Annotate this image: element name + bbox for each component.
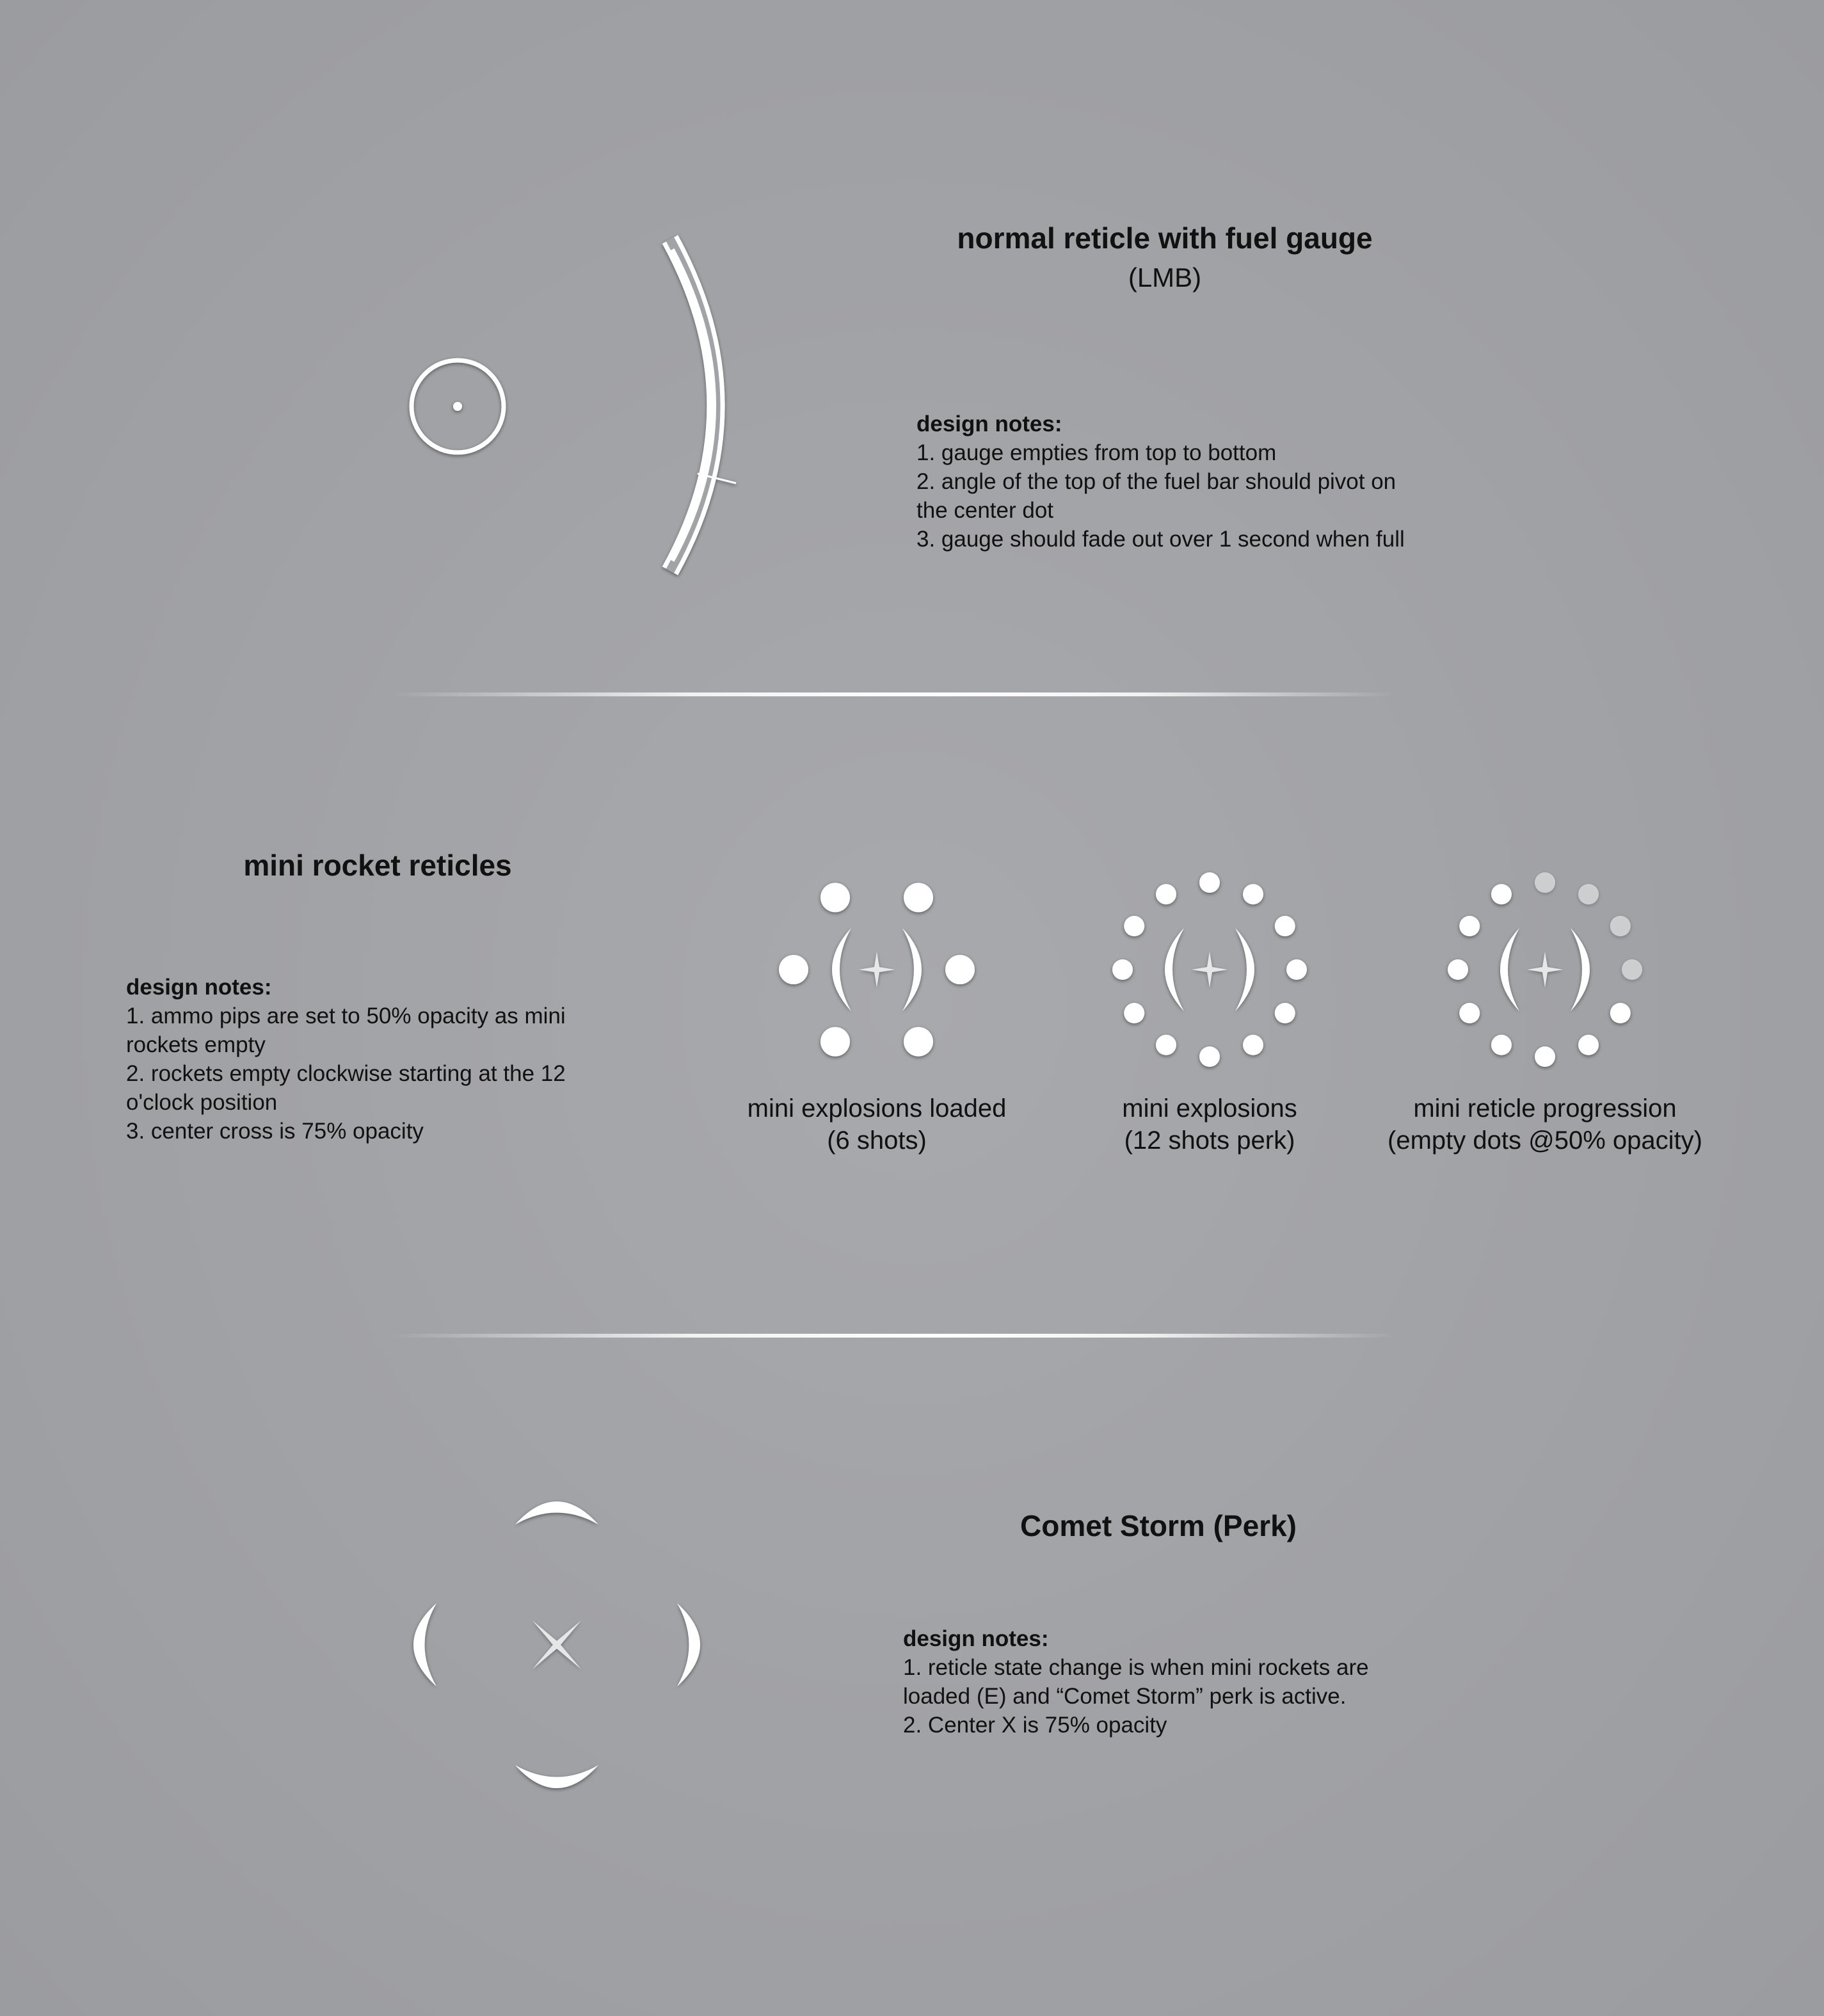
ammo-pip bbox=[820, 883, 850, 912]
ammo-pip bbox=[820, 1027, 850, 1057]
left-bracket-icon bbox=[832, 928, 851, 1011]
fuel-gauge-arc-icon bbox=[659, 230, 762, 582]
notes-heading: design notes: bbox=[916, 412, 1062, 436]
notes-line: loaded (E) and “Comet Storm” perk is active. bbox=[903, 1684, 1347, 1709]
ammo-pip bbox=[1275, 1003, 1295, 1023]
notes-line: rockets empty bbox=[126, 1032, 266, 1057]
ammo-pip-empty bbox=[1622, 959, 1642, 980]
notes-line: 2. Center X is 75% opacity bbox=[903, 1713, 1167, 1738]
ammo-pip bbox=[1459, 1003, 1480, 1023]
ammo-pip bbox=[1275, 916, 1295, 936]
notes-heading: design notes: bbox=[903, 1626, 1049, 1651]
section-divider bbox=[390, 692, 1395, 696]
notes-line: 2. angle of the top of the fuel bar should pivot on bbox=[916, 469, 1396, 494]
ammo-pip bbox=[1243, 884, 1263, 904]
caption-line: (6 shots) bbox=[827, 1126, 927, 1155]
notes-line: 3. center cross is 75% opacity bbox=[126, 1119, 424, 1144]
ammo-pip bbox=[1156, 1035, 1176, 1055]
ammo-pip bbox=[945, 955, 975, 984]
left-bracket-icon bbox=[1500, 928, 1519, 1011]
ammo-pip bbox=[779, 955, 808, 984]
caption-line: (12 shots perk) bbox=[1124, 1126, 1295, 1155]
design-notes bbox=[916, 410, 1556, 554]
section-title: Comet Storm (Perk) bbox=[1020, 1509, 1297, 1542]
bottom-arc-icon bbox=[515, 1765, 598, 1788]
right-bracket-icon bbox=[1571, 928, 1590, 1011]
normal-reticle bbox=[403, 352, 512, 461]
ammo-pip-empty bbox=[1610, 916, 1631, 936]
ammo-pip bbox=[1578, 1035, 1599, 1055]
caption-line: mini explosions loaded bbox=[747, 1094, 1007, 1123]
ammo-pip bbox=[1156, 884, 1176, 904]
left-bracket-icon bbox=[1165, 928, 1184, 1011]
four-point-star-icon bbox=[1527, 952, 1563, 988]
mini-rocket-reticle-6 bbox=[774, 877, 979, 1069]
ammo-pip bbox=[1199, 872, 1220, 893]
ammo-pip bbox=[1286, 959, 1307, 980]
right-bracket-icon bbox=[1235, 928, 1254, 1011]
ammo-pip bbox=[1199, 1046, 1220, 1067]
design-notes bbox=[126, 973, 766, 1146]
section-title: mini rocket reticles bbox=[243, 849, 512, 882]
section-subtitle: (LMB) bbox=[1128, 262, 1202, 292]
comet-storm-reticle bbox=[397, 1485, 717, 1805]
ammo-pip bbox=[1112, 959, 1133, 980]
ammo-pip bbox=[904, 883, 933, 912]
reticle-caption bbox=[1366, 1092, 1724, 1156]
reticle-caption bbox=[710, 1092, 1043, 1156]
ammo-pip bbox=[1491, 884, 1512, 904]
caption-line: mini reticle progression bbox=[1413, 1094, 1677, 1123]
ammo-pip bbox=[1535, 1046, 1555, 1067]
ammo-pip bbox=[1491, 1035, 1512, 1055]
reticle-center-dot bbox=[453, 402, 462, 411]
ammo-pip-empty bbox=[1578, 884, 1599, 904]
ammo-pip bbox=[1610, 1003, 1631, 1023]
ammo-pip bbox=[904, 1027, 933, 1057]
section-divider bbox=[390, 1334, 1395, 1338]
notes-line: 1. reticle state change is when mini rockets are bbox=[903, 1655, 1369, 1680]
notes-heading: design notes: bbox=[126, 975, 272, 1000]
notes-line: 1. gauge empties from top to bottom bbox=[916, 440, 1277, 465]
notes-line: o'clock position bbox=[126, 1090, 278, 1115]
mini-rocket-reticle-12 bbox=[1107, 877, 1312, 1069]
left-arc-icon bbox=[413, 1603, 436, 1686]
four-point-star-icon bbox=[1192, 952, 1228, 988]
ammo-pip bbox=[1448, 959, 1468, 980]
design-notes bbox=[903, 1624, 1543, 1740]
notes-line: 2. rockets empty clockwise starting at the 12 bbox=[126, 1061, 566, 1086]
mini-rocket-reticle-progression bbox=[1443, 877, 1647, 1069]
right-bracket-icon bbox=[902, 928, 922, 1011]
ammo-pip-empty bbox=[1535, 872, 1555, 893]
caption-line: mini explosions bbox=[1122, 1094, 1297, 1123]
x-cross-icon bbox=[532, 1620, 581, 1669]
section-title: normal reticle with fuel gauge bbox=[957, 221, 1373, 255]
ammo-pip bbox=[1124, 916, 1144, 936]
notes-line: the center dot bbox=[916, 498, 1054, 523]
caption-line: (empty dots @50% opacity) bbox=[1388, 1126, 1702, 1155]
ammo-pip bbox=[1243, 1035, 1263, 1055]
ammo-pip bbox=[1124, 1003, 1144, 1023]
right-arc-icon bbox=[677, 1603, 700, 1686]
notes-line: 1. ammo pips are set to 50% opacity as mini bbox=[126, 1004, 566, 1028]
four-point-star-icon bbox=[859, 952, 895, 988]
top-arc-icon bbox=[515, 1501, 598, 1524]
notes-line: 3. gauge should fade out over 1 second when full bbox=[916, 527, 1405, 552]
reticle-caption bbox=[1043, 1092, 1376, 1156]
ammo-pip bbox=[1459, 916, 1480, 936]
